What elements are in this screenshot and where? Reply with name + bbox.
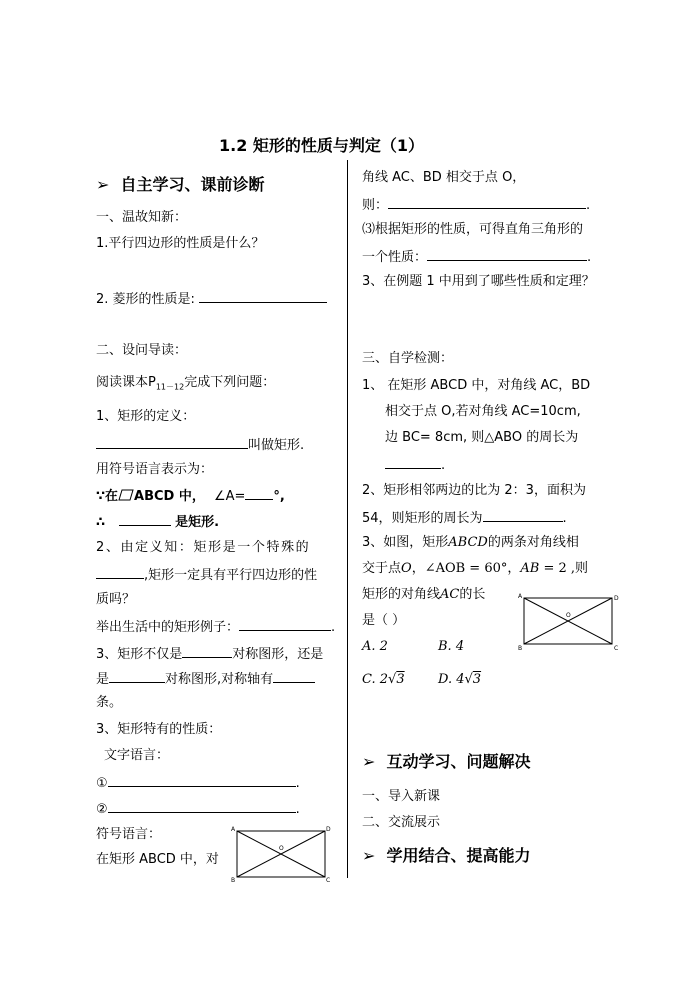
label-d: D [326, 826, 331, 833]
section-heading-text: 学用结合、提高能力 [386, 846, 531, 865]
right-triangle-blank[interactable] [427, 248, 587, 261]
label-a: A [518, 593, 523, 600]
problem2-line1: 2、矩形相邻两边的比为 2：3，面积为 [362, 483, 586, 498]
problem1-line3: 边 BC= 8cm, 则△ABO 的周长为 [385, 430, 579, 445]
problem1-line1: 1、 在矩形 ABCD 中，对角线 AC，BD [362, 378, 591, 393]
item2-line2: ,矩形一定具有平行四边形的性 [96, 566, 317, 584]
label-o: O [566, 612, 571, 619]
question-1: 1.平行四边形的性质是什么？ [96, 236, 265, 251]
arrow-bullet-icon: ➢ [96, 175, 110, 194]
definition-blank[interactable] [96, 436, 248, 449]
option-b[interactable]: B. 4 [438, 639, 465, 654]
arrow-bullet-icon: ➢ [362, 846, 376, 865]
label-c: C [614, 645, 619, 652]
label-a: A [231, 826, 236, 833]
problem1-line2: 相交于点 O,若对角线 AC=10cm, [385, 404, 581, 419]
continued-line-2: 则： . [362, 198, 591, 213]
label-b: B [231, 877, 236, 884]
rectangle-figure-left [230, 824, 332, 884]
definition-heading: 1、矩形的定义： [96, 409, 196, 424]
item3-line3: 条。 [96, 695, 123, 710]
intro-heading: 一、导入新课 [362, 789, 441, 804]
item3-line2: 是 对称图形,对称轴有 [96, 670, 315, 688]
section-heading-text: 互动学习、问题解决 [386, 752, 531, 771]
exchange-heading: 二、交流展示 [362, 815, 441, 830]
reading-instruction: 阅读课本$P_{11-12}$完成下列问题： [96, 375, 276, 392]
symbol-language-label: 符号语言： [96, 827, 162, 842]
item3-line1: 3、矩形不仅是 对称图形，还是 [96, 647, 324, 662]
property-line-1: ① . [96, 776, 300, 791]
problem3-line4: 是（ ） [362, 613, 406, 628]
problem1-line4: . [385, 456, 445, 474]
problem3-line3: 矩形的对角线AC的长 [362, 587, 486, 602]
symmetry-blank-2[interactable] [109, 670, 165, 683]
item2-line1: 2、由定义知：矩形是一个特殊的 [96, 540, 311, 555]
symmetry-blank-1[interactable] [182, 645, 232, 658]
therefore-blank[interactable] [119, 513, 171, 526]
answer-blank[interactable] [199, 290, 327, 303]
guide-heading: 二、设问导读： [96, 343, 188, 358]
conclusion-blank[interactable] [388, 196, 586, 209]
label-o: O [279, 845, 284, 852]
sqrt-icon: √ [388, 672, 397, 687]
label-c: C [326, 877, 331, 884]
arrow-bullet-icon: ➢ [362, 752, 376, 771]
rect-perimeter-blank[interactable] [483, 509, 563, 522]
special-blank[interactable] [96, 566, 144, 579]
problem3-line1: 3、如图，矩形ABCD的两条对角线相 [362, 535, 579, 550]
option-a[interactable]: A. 2 [362, 639, 388, 654]
definition-line: 叫做矩形. [96, 436, 304, 454]
item2-line3: 质吗？ [96, 592, 136, 607]
because-line: ∵在 ABCD 中， ∠A= °, [96, 489, 285, 504]
property-line-2: ② . [96, 802, 300, 817]
continued-line-1: 角线 AC、BD 相交于点 O， [362, 170, 526, 185]
property-blank-1[interactable] [108, 774, 296, 787]
problem2-line2: 54，则矩形的周长为 . [362, 511, 567, 526]
column-divider [347, 160, 348, 878]
q3-line1: ⑶根据矩形的性质，可得直角三角形的 [362, 222, 584, 237]
angle-blank[interactable] [245, 487, 273, 500]
page-title: 1.2 矩形的性质与判定（1） [219, 136, 425, 155]
section-heading-interactive [362, 752, 531, 772]
review-heading: 一、温故知新： [96, 210, 188, 225]
label-b: B [518, 645, 523, 652]
property-blank-2[interactable] [108, 800, 296, 813]
therefore-line: ∴ 是矩形. [96, 515, 220, 530]
example-line: 举出生活中的矩形例子： . [96, 620, 336, 635]
section-heading-text: 自主学习、课前诊断 [120, 175, 265, 194]
example-blank[interactable] [239, 618, 331, 631]
example-question: 3、在例题 1 中用到了哪些性质和定理？ [362, 274, 595, 289]
property-heading: 3、矩形特有的性质： [96, 722, 222, 737]
parallelogram-icon [118, 489, 134, 501]
option-c[interactable]: C. 2√3 [362, 672, 405, 687]
sqrt-icon: √ [464, 672, 473, 687]
question-2: 2. 菱形的性质是: [96, 290, 327, 308]
text-language-label: 文字语言： [104, 748, 170, 763]
label-d: D [614, 595, 619, 602]
section-heading-apply [362, 846, 531, 866]
rectangle-figure-right [514, 590, 624, 652]
q3-line2: 一个性质： . [362, 250, 592, 265]
axis-count-blank[interactable] [273, 670, 315, 683]
option-d[interactable]: D. 4√3 [438, 672, 482, 687]
perimeter-blank[interactable] [385, 456, 441, 469]
section-heading-self-study [96, 175, 265, 195]
problem3-line2: 交于点O，∠AOB = 60°，AB = 2 ,则 [362, 561, 589, 576]
in-rectangle-line: 在矩形 ABCD 中，对 [96, 852, 219, 867]
symbol-heading: 用符号语言表示为： [96, 462, 214, 477]
self-check-heading: 三、自学检测： [362, 351, 454, 366]
